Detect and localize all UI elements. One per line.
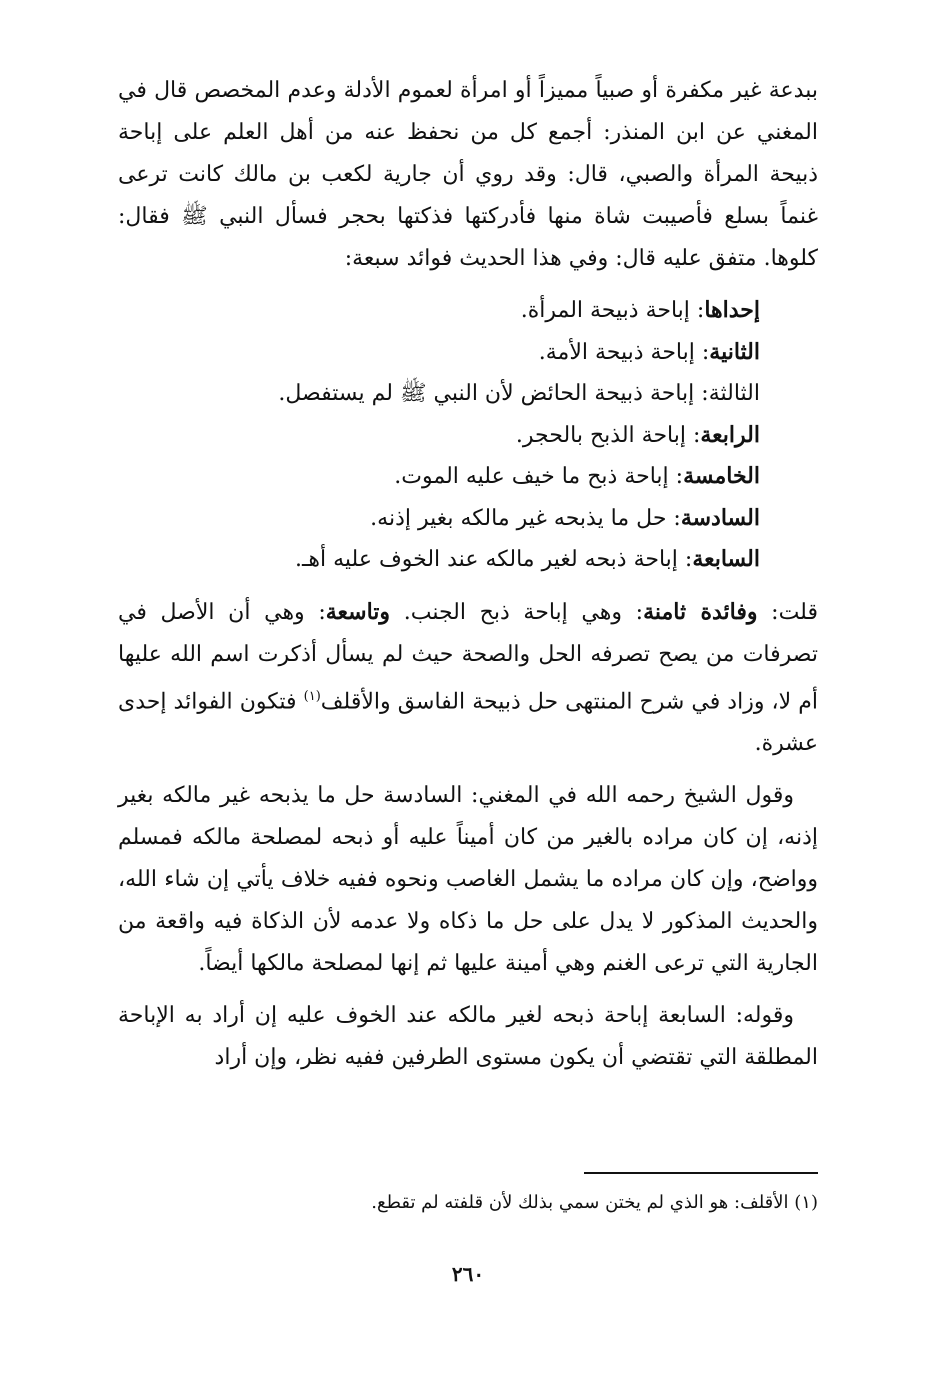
benefits-list (118, 290, 818, 581)
paragraph-2 (118, 591, 818, 765)
list-item-term: السابعة (692, 546, 760, 572)
list-item-text: : إباحة ذبح ما خيف عليه الموت. (394, 464, 684, 489)
list-item-text: : إباحة ذبحه لغير مالكه عند الخوف عليه أهـ. (294, 547, 693, 572)
page-number: ٢٦٠ (451, 1262, 485, 1286)
list-item (118, 290, 760, 332)
paragraph-2-bold: وفائدة ثامنة (643, 598, 758, 625)
list-item (118, 456, 760, 498)
list-item-term: الرابعة (700, 421, 760, 448)
list-item (118, 373, 760, 415)
paragraph-2-part: فتكون الفوائد إحدى عشرة. (118, 688, 818, 756)
paragraph-1: ببدعة غير مكفرة أو صبياً مميزاً أو امرأة لعموم الأدلة وعدم المخصص قال في المغني عن ابن المنذر: أجمع كل من نحفظ عنه من أهل العلم على إباحة ذبيحة المرأة والصبي، قال: وقد روي أن جارية لكعب بن مالك كانت ترعى غنماً بسلع فأصيبت شاة منها فأدركتها فذكتها بحجر فسأل النبي ﷺ فقال: كلوها. متفق عليه قال: وفي هذا الحديث فوائد سبعة: (118, 78, 818, 271)
list-item-text: : حل ما يذبحه غير مالكه بغير إذنه. (370, 505, 681, 531)
list-item (118, 415, 760, 457)
footnote: (١) الأقلف: هو الذي لم يختن سمي بذلك لأن قلفته لم تقطع. (371, 1192, 818, 1213)
list-item-term: الثالثة (708, 381, 760, 406)
list-item (118, 539, 760, 581)
list-item-term: إحداها (704, 297, 760, 323)
list-item-text: : إباحة الذبح بالحجر. (515, 422, 701, 448)
paragraph-2-part: : وهي إباحة ذبح الجنب. (390, 599, 644, 625)
paragraph-2-part: قلت: (757, 599, 818, 625)
paragraph-3: وقول الشيخ رحمه الله في المغني: السادسة حل ما يذبحه غير مالكه بغير إذنه، إن كان مراده بالغير من كان أميناً عليه أو ذبحه لمصلحة مالكه فمسلم وواضح، وإن كان مراده ما يشمل الغاصب ونحوه ففيه خلاف يأتي إن شاء الله، والحديث المذكور لا يدل على حل ما ذكاه ولا عدمه لأن الذكاة فيه واقعة من الجارية التي ترعى الغنم وهي أمينة عليها ثم إنها لمصلحة مالكها أيضاً. (118, 782, 818, 976)
spacer (118, 280, 818, 290)
list-item-term: الثانية (709, 338, 760, 365)
paragraph-2-bold: وتاسعة (325, 598, 391, 625)
list-item-text: : إباحة ذبيحة الأمة. (538, 339, 710, 365)
list-item (118, 498, 760, 540)
paragraph-2-part: : وهي أن الأصل في تصرفات من يصح تصرفه الحل والصحة حيث لم يسأل أذكرت اسم الله عليها أم لا، وزاد في شرح المنتهى حل ذبيحة الفاسق والأقلف (118, 599, 818, 714)
spacer (118, 985, 818, 995)
footnote-reference: (١) (303, 688, 321, 704)
page-body (118, 70, 818, 1079)
list-item-term: الخامسة (683, 463, 760, 489)
list-item-text: : إباحة ذبيحة المرأة. (520, 298, 705, 323)
footnote-divider (584, 1172, 818, 1174)
paragraph-4: وقوله: السابعة إباحة ذبحه لغير مالكه عند الخوف عليه إن أراد به الإباحة المطلقة التي تقتضي أن يكون مستوى الطرفين ففيه نظر، وإن أراد (118, 1002, 818, 1070)
list-item (118, 332, 760, 374)
spacer (118, 765, 818, 775)
list-item-text: : إباحة ذبيحة الحائض لأن النبي ﷺ لم يستفصل. (278, 381, 709, 406)
spacer (118, 581, 818, 591)
list-item-term: السادسة (680, 504, 760, 531)
